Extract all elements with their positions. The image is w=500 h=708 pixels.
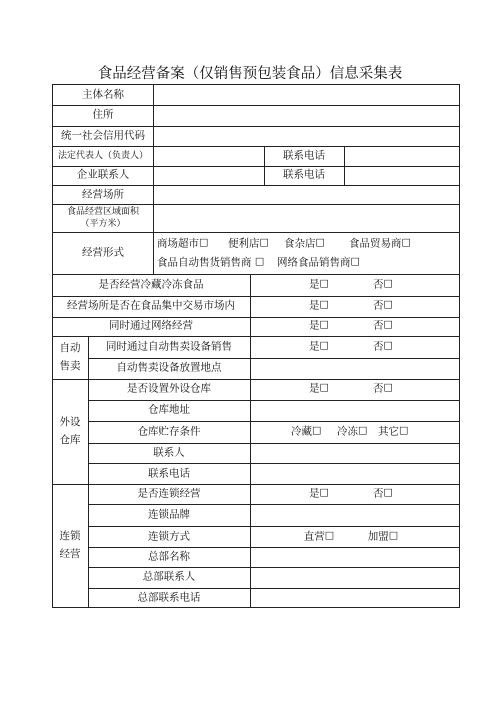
opt-online-seller[interactable]: 网络食品销售商☐ [277,256,360,269]
vending-location-label: 自动售卖设备放置地点 [116,361,222,374]
contact-label: 企业联系人 [76,168,130,181]
centralized-market-question: 经营场所是否在食品集中交易市场内 [67,299,235,312]
vending-group-line1: 自动 [59,342,81,354]
hq-name-label: 总部名称 [148,550,190,563]
area-label-line1: 食品经营区域面积 [66,207,140,217]
area-label [67,206,139,230]
online-no[interactable]: 否☐ [373,319,393,332]
storage-condition-label: 仓库贮存条件 [137,425,201,438]
subject-name-label: 主体名称 [82,88,124,101]
warehouse-contact-label: 联系人 [153,446,185,459]
biz-form-label: 经营形式 [82,246,124,259]
opt-grocery[interactable]: 食杂店☐ [284,237,325,250]
warehouse-group-line2: 仓库 [59,434,81,446]
chain-group-label [60,527,81,563]
storage-refrigerated[interactable]: 冷藏☐ [291,425,322,438]
online-yes[interactable]: 是☐ [309,319,329,332]
opt-convenience-store[interactable]: 便利店☐ [228,237,269,250]
chain-direct[interactable]: 直营☐ [303,530,335,543]
storage-other[interactable]: 其它☐ [378,425,409,438]
vending-yes[interactable]: 是☐ [309,340,329,353]
vending-no[interactable]: 否☐ [373,340,393,353]
address-label: 住所 [92,108,114,121]
hq-contact-label: 总部联系人 [142,570,196,583]
centralized-market-no[interactable]: 否☐ [373,299,393,312]
external-warehouse-question: 是否设置外设仓库 [127,382,211,395]
phone-label-2: 联系电话 [283,168,325,181]
form-title: 食品经营备案（仅销售预包装食品）信息采集表 [97,66,403,82]
legal-rep-label: 法定代表人（负责人） [57,151,149,161]
opt-vending-seller[interactable]: 食品自动售货销售商 ☐ [157,256,265,269]
chain-question: 是否连锁经营 [137,487,201,500]
chain-mode-label: 连锁方式 [148,530,190,543]
vending-group-label [60,339,81,375]
chain-brand-label: 连锁品牌 [148,508,190,521]
warehouse-phone-label: 联系电话 [148,467,190,480]
external-warehouse-no[interactable]: 否☐ [373,382,393,395]
chain-no[interactable]: 否☐ [373,487,393,500]
credit-code-label: 统一社会信用代码 [61,129,145,142]
chain-group-line2: 经营 [59,548,81,560]
phone-label: 联系电话 [283,149,325,162]
cold-chain-no[interactable]: 否☐ [373,278,393,291]
vending-sells-question: 同时通过自动售卖设备销售 [106,340,232,353]
external-warehouse-yes[interactable]: 是☐ [309,382,329,395]
chain-group-line1: 连锁 [59,530,81,542]
hq-phone-label: 总部联系电话 [137,591,201,604]
cold-chain-question: 是否经营冷藏冷冻食品 [98,278,204,291]
vending-group-line2: 售卖 [59,360,81,372]
info-collection-table [52,84,460,608]
warehouse-group-label [60,413,81,449]
premises-label: 经营场所 [82,188,124,201]
warehouse-group-line1: 外设 [59,416,81,428]
chain-franchise[interactable]: 加盟☐ [367,530,399,543]
centralized-market-yes[interactable]: 是☐ [309,299,329,312]
online-question: 同时通过网络经营 [109,319,193,332]
storage-frozen[interactable]: 冷冻☐ [337,425,368,438]
opt-supermarket[interactable]: 商场超市☐ [157,237,209,250]
area-label-line2: （平方米） [80,219,126,229]
warehouse-address-label: 仓库地址 [148,403,190,416]
opt-food-trader[interactable]: 食品贸易商☐ [349,237,411,250]
cold-chain-yes[interactable]: 是☐ [309,278,329,291]
chain-yes[interactable]: 是☐ [309,487,329,500]
